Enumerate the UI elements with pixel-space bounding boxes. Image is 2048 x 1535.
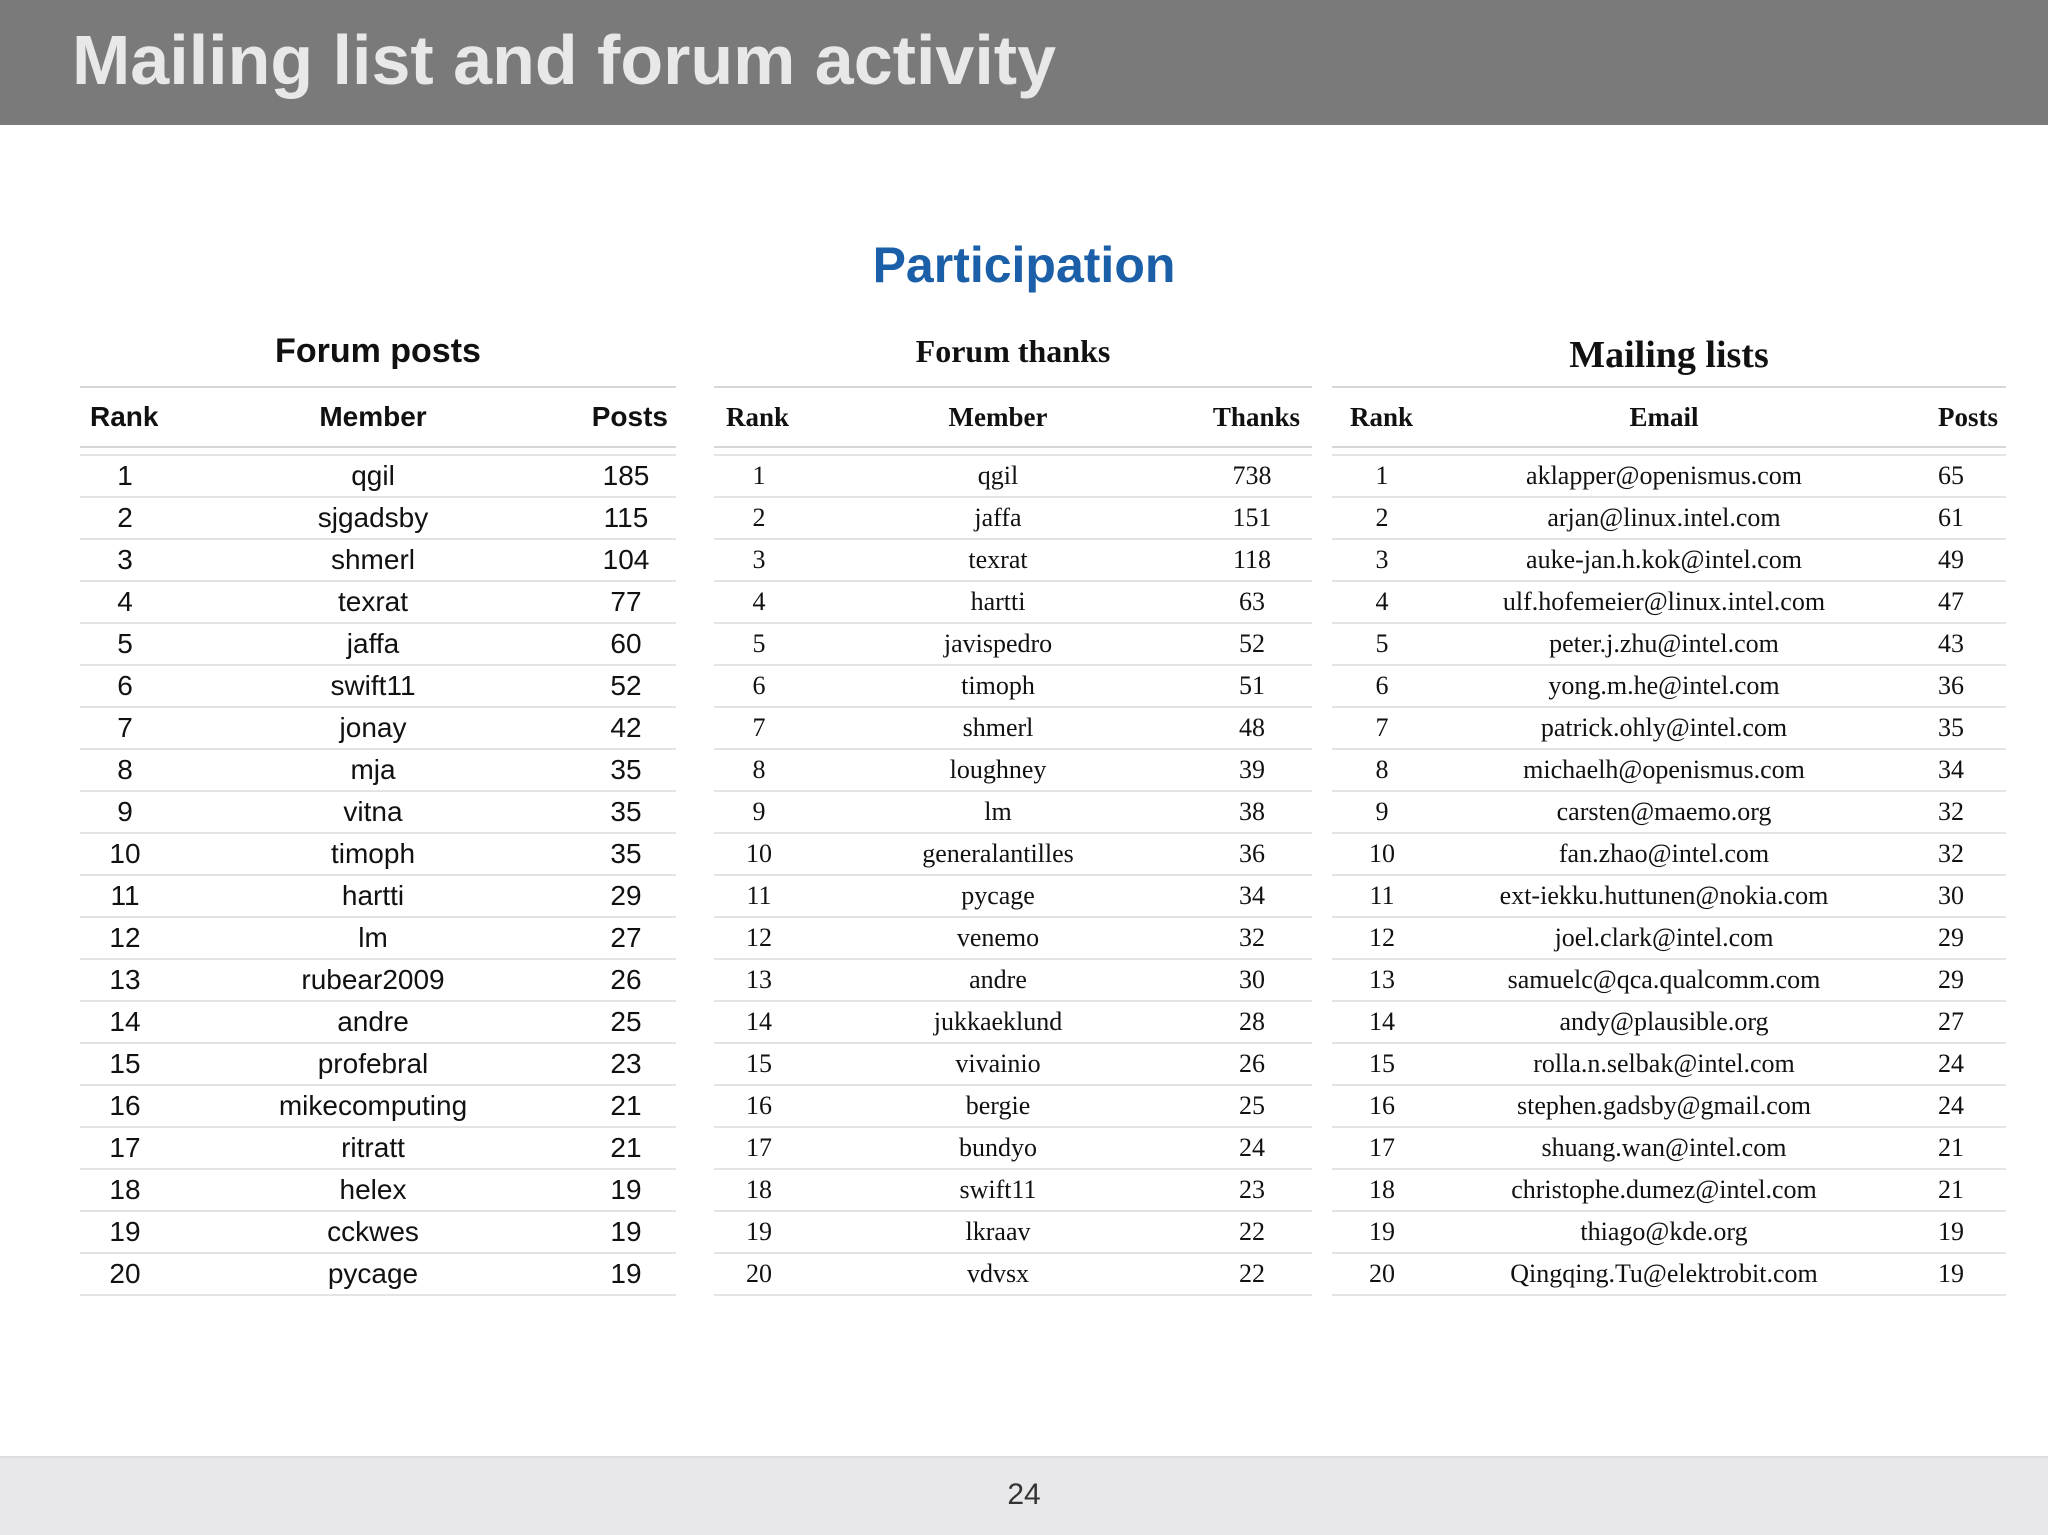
table-row (1332, 1085, 2006, 1127)
value-cell: 32 (1896, 833, 2006, 875)
table-row (1332, 1211, 2006, 1253)
table-row (1332, 959, 2006, 1001)
value-cell: 104 (576, 539, 676, 581)
table-row (714, 875, 1312, 917)
rank-cell: 12 (1332, 917, 1432, 959)
value-cell: 19 (576, 1211, 676, 1253)
email-cell: peter.j.zhu@intel.com (1432, 623, 1896, 665)
value-cell: 21 (576, 1085, 676, 1127)
member-cell: jaffa (170, 623, 576, 665)
rank-cell: 9 (80, 791, 170, 833)
rank-cell: 1 (714, 455, 804, 497)
table-row (80, 749, 676, 791)
rank-cell: 4 (80, 581, 170, 623)
separator-cell (80, 447, 676, 455)
table-row (80, 455, 676, 497)
table-row (1332, 623, 2006, 665)
table-row (714, 791, 1312, 833)
table-row (714, 665, 1312, 707)
rank-cell: 10 (1332, 833, 1432, 875)
rank-cell: 4 (714, 581, 804, 623)
value-cell: 24 (1896, 1043, 2006, 1085)
member-cell: swift11 (170, 665, 576, 707)
email-cell: ulf.hofemeier@linux.intel.com (1432, 581, 1896, 623)
rank-cell: 17 (1332, 1127, 1432, 1169)
member-cell: venemo (804, 917, 1192, 959)
email-cell: shuang.wan@intel.com (1432, 1127, 1896, 1169)
section-heading: Participation (872, 237, 1176, 293)
header-rank: Rank (80, 387, 170, 447)
header-email: Email (1432, 387, 1896, 447)
rank-cell: 19 (80, 1211, 170, 1253)
value-cell: 26 (576, 959, 676, 1001)
table-row (714, 581, 1312, 623)
rank-cell: 17 (80, 1127, 170, 1169)
footer-bar (0, 1456, 2048, 1535)
value-cell: 63 (1192, 581, 1312, 623)
rank-cell: 5 (80, 623, 170, 665)
rank-cell: 9 (714, 791, 804, 833)
separator-cell (1332, 447, 2006, 455)
email-cell: yong.m.he@intel.com (1432, 665, 1896, 707)
value-cell: 35 (576, 833, 676, 875)
member-cell: rubear2009 (170, 959, 576, 1001)
member-cell: loughney (804, 749, 1192, 791)
rank-cell: 15 (80, 1043, 170, 1085)
rank-cell: 6 (80, 665, 170, 707)
value-cell: 25 (1192, 1085, 1312, 1127)
rank-cell: 9 (1332, 791, 1432, 833)
rank-cell: 14 (1332, 1001, 1432, 1043)
email-cell: arjan@linux.intel.com (1432, 497, 1896, 539)
value-cell: 118 (1192, 539, 1312, 581)
member-cell: cckwes (170, 1211, 576, 1253)
rank-cell: 14 (714, 1001, 804, 1043)
value-cell: 29 (1896, 959, 2006, 1001)
rank-cell: 16 (714, 1085, 804, 1127)
value-cell: 21 (1896, 1169, 2006, 1211)
table-row (1332, 497, 2006, 539)
table-row (1332, 581, 2006, 623)
value-cell: 77 (576, 581, 676, 623)
email-cell: thiago@kde.org (1432, 1211, 1896, 1253)
email-cell: joel.clark@intel.com (1432, 917, 1896, 959)
value-cell: 52 (1192, 623, 1312, 665)
rank-cell: 11 (80, 875, 170, 917)
rank-cell: 10 (80, 833, 170, 875)
header-posts: Posts (576, 387, 676, 447)
member-cell: helex (170, 1169, 576, 1211)
table-row (1332, 1253, 2006, 1295)
table-row (80, 1253, 676, 1295)
table-row (714, 455, 1312, 497)
member-cell: andre (170, 1001, 576, 1043)
email-cell: patrick.ohly@intel.com (1432, 707, 1896, 749)
mailing-lists-table-block (1332, 328, 2006, 1296)
email-cell: carsten@maemo.org (1432, 791, 1896, 833)
member-cell: lkraav (804, 1211, 1192, 1253)
table-row (714, 623, 1312, 665)
rank-cell: 20 (1332, 1253, 1432, 1295)
table-row (1332, 875, 2006, 917)
table-row (714, 749, 1312, 791)
value-cell: 28 (1192, 1001, 1312, 1043)
member-cell: shmerl (804, 707, 1192, 749)
table-row (80, 1169, 676, 1211)
table-row (1332, 917, 2006, 959)
table-row (714, 1169, 1312, 1211)
header-rank: Rank (1332, 387, 1432, 447)
member-cell: shmerl (170, 539, 576, 581)
value-cell: 19 (576, 1253, 676, 1295)
table-row (80, 539, 676, 581)
table-row (714, 833, 1312, 875)
rank-cell: 7 (714, 707, 804, 749)
forum-posts-table-block (80, 328, 676, 1296)
slide-title: Mailing list and forum activity (72, 21, 1057, 99)
value-cell: 32 (1192, 917, 1312, 959)
email-cell: stephen.gadsby@gmail.com (1432, 1085, 1896, 1127)
rank-cell: 16 (1332, 1085, 1432, 1127)
rank-cell: 8 (80, 749, 170, 791)
member-cell: jonay (170, 707, 576, 749)
member-cell: timoph (170, 833, 576, 875)
forum-thanks-body (714, 447, 1312, 1295)
value-cell: 22 (1192, 1211, 1312, 1253)
rank-cell: 3 (714, 539, 804, 581)
table-row (80, 1001, 676, 1043)
rank-cell: 2 (1332, 497, 1432, 539)
value-cell: 61 (1896, 497, 2006, 539)
value-cell: 27 (576, 917, 676, 959)
member-cell: swift11 (804, 1169, 1192, 1211)
value-cell: 35 (576, 791, 676, 833)
rank-cell: 8 (714, 749, 804, 791)
rank-cell: 3 (1332, 539, 1432, 581)
rank-cell: 13 (1332, 959, 1432, 1001)
table-row (1332, 455, 2006, 497)
email-cell: andy@plausible.org (1432, 1001, 1896, 1043)
table-row (714, 1211, 1312, 1253)
member-cell: lm (170, 917, 576, 959)
header-thanks: Thanks (1192, 387, 1312, 447)
rank-cell: 1 (1332, 455, 1432, 497)
table-row (714, 1085, 1312, 1127)
email-cell: auke-jan.h.kok@intel.com (1432, 539, 1896, 581)
value-cell: 60 (576, 623, 676, 665)
rank-cell: 1 (80, 455, 170, 497)
value-cell: 65 (1896, 455, 2006, 497)
rank-cell: 15 (1332, 1043, 1432, 1085)
table-row (80, 1085, 676, 1127)
table-header-row (714, 387, 1312, 447)
table-row (80, 875, 676, 917)
value-cell: 49 (1896, 539, 2006, 581)
table-row (714, 1253, 1312, 1295)
table-row (80, 623, 676, 665)
member-cell: texrat (804, 539, 1192, 581)
member-cell: generalantilles (804, 833, 1192, 875)
table-row (714, 1127, 1312, 1169)
table-row (714, 497, 1312, 539)
member-cell: qgil (170, 455, 576, 497)
email-cell: rolla.n.selbak@intel.com (1432, 1043, 1896, 1085)
table-row (1332, 539, 2006, 581)
table-row (714, 1043, 1312, 1085)
rank-cell: 10 (714, 833, 804, 875)
value-cell: 738 (1192, 455, 1312, 497)
value-cell: 36 (1896, 665, 2006, 707)
value-cell: 27 (1896, 1001, 2006, 1043)
member-cell: bundyo (804, 1127, 1192, 1169)
value-cell: 151 (1192, 497, 1312, 539)
rank-cell: 8 (1332, 749, 1432, 791)
value-cell: 23 (576, 1043, 676, 1085)
value-cell: 115 (576, 497, 676, 539)
table-row (1332, 833, 2006, 875)
forum-posts-title: Forum posts (275, 332, 481, 370)
value-cell: 35 (576, 749, 676, 791)
member-cell: vitna (170, 791, 576, 833)
rank-cell: 20 (714, 1253, 804, 1295)
rank-cell: 2 (714, 497, 804, 539)
email-cell: samuelc@qca.qualcomm.com (1432, 959, 1896, 1001)
page-number: 24 (1007, 1478, 1041, 1511)
email-cell: aklapper@openismus.com (1432, 455, 1896, 497)
rank-cell: 6 (1332, 665, 1432, 707)
header-member: Member (804, 387, 1192, 447)
member-cell: bergie (804, 1085, 1192, 1127)
email-cell: christophe.dumez@intel.com (1432, 1169, 1896, 1211)
member-cell: jaffa (804, 497, 1192, 539)
rank-cell: 7 (1332, 707, 1432, 749)
rank-cell: 6 (714, 665, 804, 707)
rank-cell: 5 (714, 623, 804, 665)
member-cell: profebral (170, 1043, 576, 1085)
value-cell: 19 (1896, 1211, 2006, 1253)
rank-cell: 7 (80, 707, 170, 749)
value-cell: 29 (1896, 917, 2006, 959)
mailing-lists-body (1332, 447, 2006, 1295)
value-cell: 30 (1896, 875, 2006, 917)
table-row (80, 707, 676, 749)
table-row (1332, 1001, 2006, 1043)
table-row (1332, 791, 2006, 833)
mailing-lists-title: Mailing lists (1569, 334, 1769, 376)
rank-cell: 18 (714, 1169, 804, 1211)
table-header-row (80, 387, 676, 447)
table-row (1332, 1127, 2006, 1169)
forum-thanks-table-block (714, 328, 1312, 1296)
header-rank: Rank (714, 387, 804, 447)
table-row (1332, 1169, 2006, 1211)
table-row (80, 791, 676, 833)
table-row (714, 539, 1312, 581)
value-cell: 26 (1192, 1043, 1312, 1085)
member-cell: javispedro (804, 623, 1192, 665)
table-row (80, 959, 676, 1001)
header-posts: Posts (1896, 387, 2006, 447)
header-member: Member (170, 387, 576, 447)
table-row (1332, 707, 2006, 749)
title-bar (0, 0, 2048, 125)
table-row (80, 581, 676, 623)
table-separator (714, 447, 1312, 455)
value-cell: 24 (1896, 1085, 2006, 1127)
table-row (80, 1043, 676, 1085)
rank-cell: 13 (80, 959, 170, 1001)
email-cell: fan.zhao@intel.com (1432, 833, 1896, 875)
value-cell: 29 (576, 875, 676, 917)
table-row (1332, 749, 2006, 791)
value-cell: 35 (1896, 707, 2006, 749)
value-cell: 19 (576, 1169, 676, 1211)
rank-cell: 19 (714, 1211, 804, 1253)
member-cell: vdvsx (804, 1253, 1192, 1295)
member-cell: hartti (804, 581, 1192, 623)
rank-cell: 11 (714, 875, 804, 917)
rank-cell: 14 (80, 1001, 170, 1043)
rank-cell: 16 (80, 1085, 170, 1127)
value-cell: 42 (576, 707, 676, 749)
member-cell: andre (804, 959, 1192, 1001)
value-cell: 19 (1896, 1253, 2006, 1295)
member-cell: vivainio (804, 1043, 1192, 1085)
email-cell: ext-iekku.huttunen@nokia.com (1432, 875, 1896, 917)
rank-cell: 11 (1332, 875, 1432, 917)
rank-cell: 12 (80, 917, 170, 959)
member-cell: timoph (804, 665, 1192, 707)
forum-thanks-table (714, 386, 1312, 1296)
table-row (714, 707, 1312, 749)
email-cell: Qingqing.Tu@elektrobit.com (1432, 1253, 1896, 1295)
forum-thanks-title: Forum thanks (915, 333, 1111, 369)
rank-cell: 12 (714, 917, 804, 959)
table-row (80, 1211, 676, 1253)
rank-cell: 19 (1332, 1211, 1432, 1253)
value-cell: 38 (1192, 791, 1312, 833)
forum-posts-table (80, 386, 676, 1296)
table-row (80, 917, 676, 959)
value-cell: 32 (1896, 791, 2006, 833)
member-cell: pycage (804, 875, 1192, 917)
table-row (714, 959, 1312, 1001)
table-header-row (1332, 387, 2006, 447)
rank-cell: 20 (80, 1253, 170, 1295)
value-cell: 25 (576, 1001, 676, 1043)
value-cell: 21 (1896, 1127, 2006, 1169)
table-row (1332, 1043, 2006, 1085)
value-cell: 23 (1192, 1169, 1312, 1211)
table-row (80, 833, 676, 875)
value-cell: 34 (1192, 875, 1312, 917)
value-cell: 185 (576, 455, 676, 497)
rank-cell: 18 (1332, 1169, 1432, 1211)
member-cell: mja (170, 749, 576, 791)
rank-cell: 3 (80, 539, 170, 581)
value-cell: 22 (1192, 1253, 1312, 1295)
mailing-lists-table (1332, 386, 2006, 1296)
value-cell: 30 (1192, 959, 1312, 1001)
table-separator (80, 447, 676, 455)
value-cell: 51 (1192, 665, 1312, 707)
rank-cell: 17 (714, 1127, 804, 1169)
rank-cell: 15 (714, 1043, 804, 1085)
member-cell: qgil (804, 455, 1192, 497)
member-cell: sjgadsby (170, 497, 576, 539)
member-cell: pycage (170, 1253, 576, 1295)
value-cell: 36 (1192, 833, 1312, 875)
table-row (1332, 665, 2006, 707)
value-cell: 24 (1192, 1127, 1312, 1169)
value-cell: 48 (1192, 707, 1312, 749)
separator-cell (714, 447, 1312, 455)
value-cell: 47 (1896, 581, 2006, 623)
table-row (80, 497, 676, 539)
member-cell: hartti (170, 875, 576, 917)
table-row (80, 665, 676, 707)
value-cell: 21 (576, 1127, 676, 1169)
rank-cell: 18 (80, 1169, 170, 1211)
value-cell: 34 (1896, 749, 2006, 791)
member-cell: jukkaeklund (804, 1001, 1192, 1043)
value-cell: 39 (1192, 749, 1312, 791)
value-cell: 52 (576, 665, 676, 707)
member-cell: texrat (170, 581, 576, 623)
email-cell: michaelh@openismus.com (1432, 749, 1896, 791)
table-row (80, 1127, 676, 1169)
table-separator (1332, 447, 2006, 455)
rank-cell: 13 (714, 959, 804, 1001)
table-row (714, 1001, 1312, 1043)
table-row (714, 917, 1312, 959)
rank-cell: 2 (80, 497, 170, 539)
value-cell: 43 (1896, 623, 2006, 665)
member-cell: lm (804, 791, 1192, 833)
member-cell: ritratt (170, 1127, 576, 1169)
forum-posts-body (80, 447, 676, 1295)
member-cell: mikecomputing (170, 1085, 576, 1127)
rank-cell: 4 (1332, 581, 1432, 623)
rank-cell: 5 (1332, 623, 1432, 665)
